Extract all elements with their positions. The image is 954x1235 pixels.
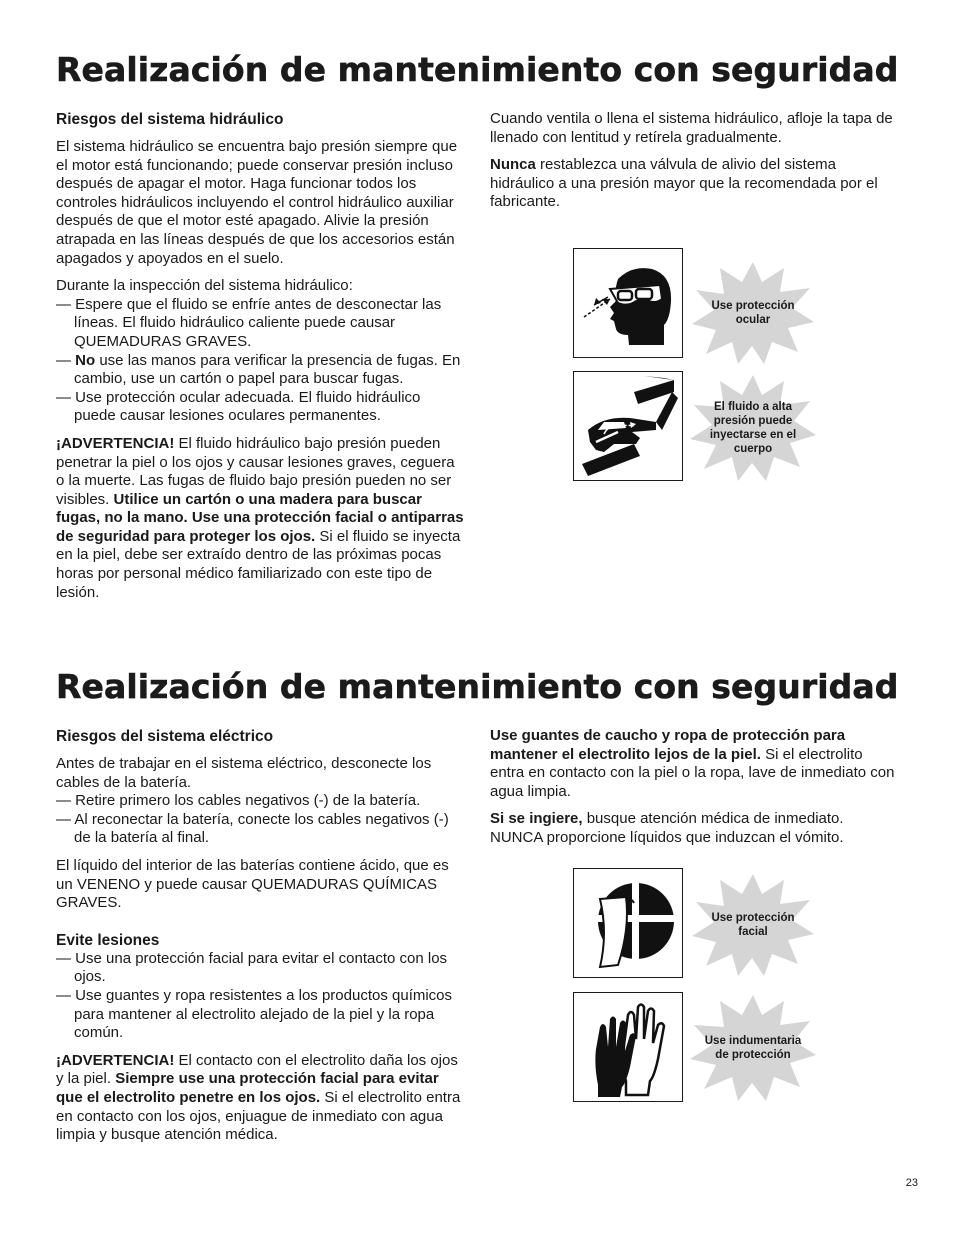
acid-paragraph: El líquido del interior de las baterías contiene ácido, que es un VENENO y puede causar QUEMADURAS QUÍMICAS GRAVES. [56, 856, 449, 912]
section1-warning: ¡ADVERTENCIA! El fluido hidráulico bajo presión pueden penetrar la piel o los ojos y causar lesiones graves, ceguera o la muerte. Las fugas de fluido bajo presión pueden no ser visibles. Utilice un cartón o una madera para buscar fugas, no la mano. Use una protección facial o antiparras de seguridad para proteger los ojos. Si el fluido se inyecta en la piel, debe ser extraído dentro de las próximas pocas horas por personal médico familiarizado con este tipo de lesión. [56, 434, 464, 601]
section1-right-para-2: Nunca restablezca una válvula de alivio del sistema hidráulico a una presión mayor que la recomendada por el fabricante. [490, 156, 878, 211]
fluid-injection-icon [573, 371, 683, 481]
section2-right-para-1: Use guantes de caucho y ropa de protección para mantener el electrolito lejos de la piel. Si el electrolito entra en contacto con la piel o la ropa, lave de inmediato con agua limpia. [490, 727, 895, 800]
battery-bullet-1: — Retire primero los cables negativos (-) de la batería. [56, 792, 421, 810]
section1-left-column [56, 110, 464, 611]
injury-bullet-2: — Use guantes y ropa resistentes a los productos químicos para mantener al electrolito alejado de la piel y la ropa común. [56, 986, 453, 1042]
battery-list [56, 755, 464, 848]
inspection-bullet-2: — No use las manos para verificar la presencia de fugas. En cambio, use un cartón o papel para buscar fugas. [56, 351, 461, 388]
section2-right-column [490, 727, 900, 857]
section1-subhead: Riesgos del sistema hidráulico [56, 111, 284, 128]
page-number: 23 [905, 1177, 918, 1189]
injury-bullet-1: — Use una protección facial para evitar el contacto con los ojos. [56, 949, 448, 986]
inspection-lead: Durante la inspección del sistema hidráulico: [56, 277, 353, 295]
section2-subhead-2: Evite lesiones [56, 931, 160, 949]
eye-protection-icon [573, 248, 683, 358]
inspection-bullet-3: — Use protección ocular adecuada. El fluido hidráulico puede causar lesiones oculares permanentes. [56, 388, 421, 425]
battery-bullet-2: — Al reconectar la batería, conecte los cables negativos (-) de la batería al final. [56, 810, 449, 847]
inspection-list [56, 277, 464, 426]
section1-right-para-1: Cuando ventila o llena el sistema hidráulico, afloje la tapa de llenado con lentitud y retírela gradualmente. [490, 110, 893, 146]
section1-intro: El sistema hidráulico se encuentra bajo presión siempre que el motor está funcionando; puede conservar presión incluso después de apagar el motor. Haga funcionar todos los controles hidráulicos incluyendo el control hidráulico auxiliar después de que el motor esté apagado. Alivie la presión atrapada en las líneas después de que los accesorios están apagados y apoyados en el suelo. [56, 138, 458, 267]
gloves-burst [688, 993, 818, 1103]
gloves-icon [573, 992, 683, 1102]
eye-protection-label: Use protección ocular [711, 300, 795, 326]
section2-warning: ¡ADVERTENCIA! El contacto con el electrolito daña los ojos y la piel. Siempre use una protección facial para evitar que el electrolito penetre en los ojos. Si el electrolito entra en contacto con los ojos, enjuague de inmediato con agua limpia y busque atención médica. [56, 1051, 461, 1144]
section1-right-column [490, 110, 900, 221]
eye-protection-burst [688, 258, 818, 368]
battery-intro: Antes de trabajar en el sistema eléctrico, desconecte los cables de la batería. [56, 755, 432, 791]
section1-title: Realización de mantenimiento con seguridad [56, 50, 899, 89]
fluid-injection-burst [688, 373, 818, 483]
section2-right-para-2: Si se ingiere, busque atención médica de inmediato. NUNCA proporcione líquidos que induzcan el vómito. [490, 810, 844, 846]
face-shield-icon [573, 868, 683, 978]
section2-subhead: Riesgos del sistema eléctrico [56, 728, 274, 745]
gloves-label: Use indumentaria de protección [704, 1035, 802, 1061]
section2-title: Realización de mantenimiento con seguridad [56, 667, 899, 706]
injury-list [56, 950, 464, 1043]
face-shield-burst [688, 870, 818, 980]
inspection-bullet-1: — Espere que el fluido se enfríe antes de desconectar las líneas. El fluido hidráulico caliente puede causar QUEMADURAS GRAVES. [56, 295, 442, 350]
section2-left-column [56, 727, 464, 1154]
face-shield-label: Use protección facial [711, 912, 795, 938]
fluid-injection-label: El fluido a alta presión puede inyectarse en el cuerpo [709, 401, 797, 455]
